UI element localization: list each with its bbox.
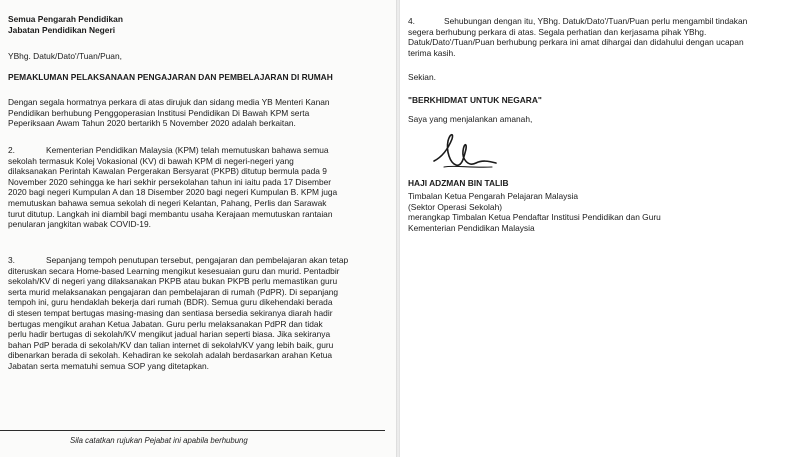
text-line: Kementerian Pendidikan Malaysia (KPM) telah memutuskan bahawa semua	[46, 145, 329, 155]
text-line: sekolah/KV di negeri yang dilaksanakan PKPB atau bukan PKPB perlu memastikan guru	[8, 276, 338, 287]
paragraph-number: 3.	[8, 255, 15, 265]
text-line: Datuk/Dato'/Tuan/Puan berhubung perkara ini amat dihargai dan didahului dengan ucapan	[408, 37, 744, 48]
recipient-line: Jabatan Pendidikan Negeri	[8, 24, 116, 35]
text-line: Peperiksaan Awam Tahun 2020 bertarikh 5 November 2020 adalah berkaitan.	[8, 118, 296, 129]
footer-note: Sila catatkan rujukan Pejabat ini apabila berhubung	[70, 436, 248, 445]
text-line: Sehubungan dengan itu, YBhg. Datuk/Dato'/Tuan/Puan perlu mengambil tindakan	[444, 16, 748, 26]
text-line: di stesen tempat bertugas masing-masing dan sentiasa bersedia sekiranya diarah hadir	[8, 307, 333, 318]
salutation: YBhg. Datuk/Dato'/Tuan/Puan,	[8, 51, 122, 61]
text-line: segera berhubung perkara di atas. Segala perhatian dan kerjasama pihak YBhg.	[408, 26, 707, 37]
trust-line: Saya yang menjalankan amanah,	[408, 114, 533, 124]
paragraph-number: 4.	[408, 16, 415, 26]
text-line: bertugas mengikut arahan Ketua Jabatan. Guru perlu melaksanakan PdPR dan tidak	[8, 318, 323, 329]
text-line: Sepanjang tempoh penutupan tersebut, pengajaran dan pembelajaran akan tetap	[46, 255, 349, 265]
text-line: Jabatan serta mematuhi semua SOP yang ditetapkan.	[8, 360, 209, 371]
text-line: Dengan segala hormatnya perkara di atas dirujuk dan sidang media YB Menteri Kanan	[8, 97, 330, 107]
text-line: bahan PdP berada di sekolah/KV dan talian internet di sekolah/KV yang lebih baik, guru	[8, 339, 334, 350]
text-line: November 2020 sehingga ke hari sekhir persekolahan tahun ini iaitu pada 17 Disember	[8, 176, 332, 187]
text-line: perlu hadir bertugas di sekolah/KV mengikut jadual harian seperti biasa. Jika sekiranya	[8, 329, 331, 340]
title-line: Kementerian Pendidikan Malaysia	[408, 222, 535, 233]
paragraph-2	[8, 145, 388, 230]
text-line: tempoh ini, guru hendaklah bekerja dari rumah (BDR). Semua guru dikehendaki berada	[8, 297, 333, 308]
title-line: Timbalan Ketua Pengarah Pelajaran Malaysia	[408, 191, 579, 201]
recipient-block	[8, 14, 123, 35]
text-line: diteruskan secara Home-based Learning mengikut kesesuaian guru dan murid. Pentadbir	[8, 265, 340, 276]
paragraph-number: 2.	[8, 145, 15, 155]
letter-page-1	[0, 0, 396, 457]
signer-name: HAJI ADZMAN BIN TALIB	[408, 178, 509, 188]
text-line: memutuskan bahawa semua sekolah di negeri Kelantan, Pahang, Perlis dan Sarawak	[8, 197, 327, 208]
closing: Sekian.	[408, 72, 436, 82]
text-line: sekolah termasuk Kolej Vokasional (KV) di bawah KPM di negeri-negeri yang	[8, 155, 294, 166]
text-line: dilaksanakan Perintah Kawalan Pergerakan Bersyarat (PKPB) ditutup bermula pada 9	[8, 166, 327, 177]
paragraph-3	[8, 255, 388, 372]
text-line: dibenarkan berada di sekolah. Kehadiran ke sekolah adalah berdasarkan arahan Ketua	[8, 350, 333, 361]
text-line: penularan jangkitan wabak COVID-19.	[8, 219, 151, 230]
footer-divider	[0, 430, 385, 431]
text-line: terima kasih.	[408, 47, 456, 58]
recipient-line: Semua Pengarah Pendidikan	[8, 14, 123, 24]
motto: "BERKHIDMAT UNTUK NEGARA"	[408, 95, 542, 105]
title-line: merangkap Timbalan Ketua Pendaftar Institusi Pendidikan dan Guru	[408, 212, 661, 223]
paragraph-4	[408, 16, 792, 58]
signer-titles	[408, 191, 661, 233]
text-line: 2020 bagi negeri Kumpulan A dan 18 Disember 2020 bagi negeri Kumpulan B. KPM juga	[8, 187, 338, 198]
intro-paragraph	[8, 97, 388, 129]
text-line: serta murid melaksanakan pengajaran dan pembelajaran di rumah (PdPR). Di sepanjang	[8, 286, 339, 297]
letter-page-2	[400, 0, 800, 457]
title-line: (Sektor Operasi Sekolah)	[408, 201, 503, 212]
signature-image	[430, 127, 502, 177]
letter-subject: PEMAKLUMAN PELAKSANAAN PENGAJARAN DAN PEMBELAJARAN DI RUMAH	[8, 72, 333, 82]
text-line: Pendidikan berhubung Penggoperasian Institusi Pendidikan Di Bawah KPM serta	[8, 107, 310, 118]
text-line: turut ditutup. Langkah ini diambil bagi membantu usaha Kerajaan memutuskan rantaian	[8, 208, 333, 219]
